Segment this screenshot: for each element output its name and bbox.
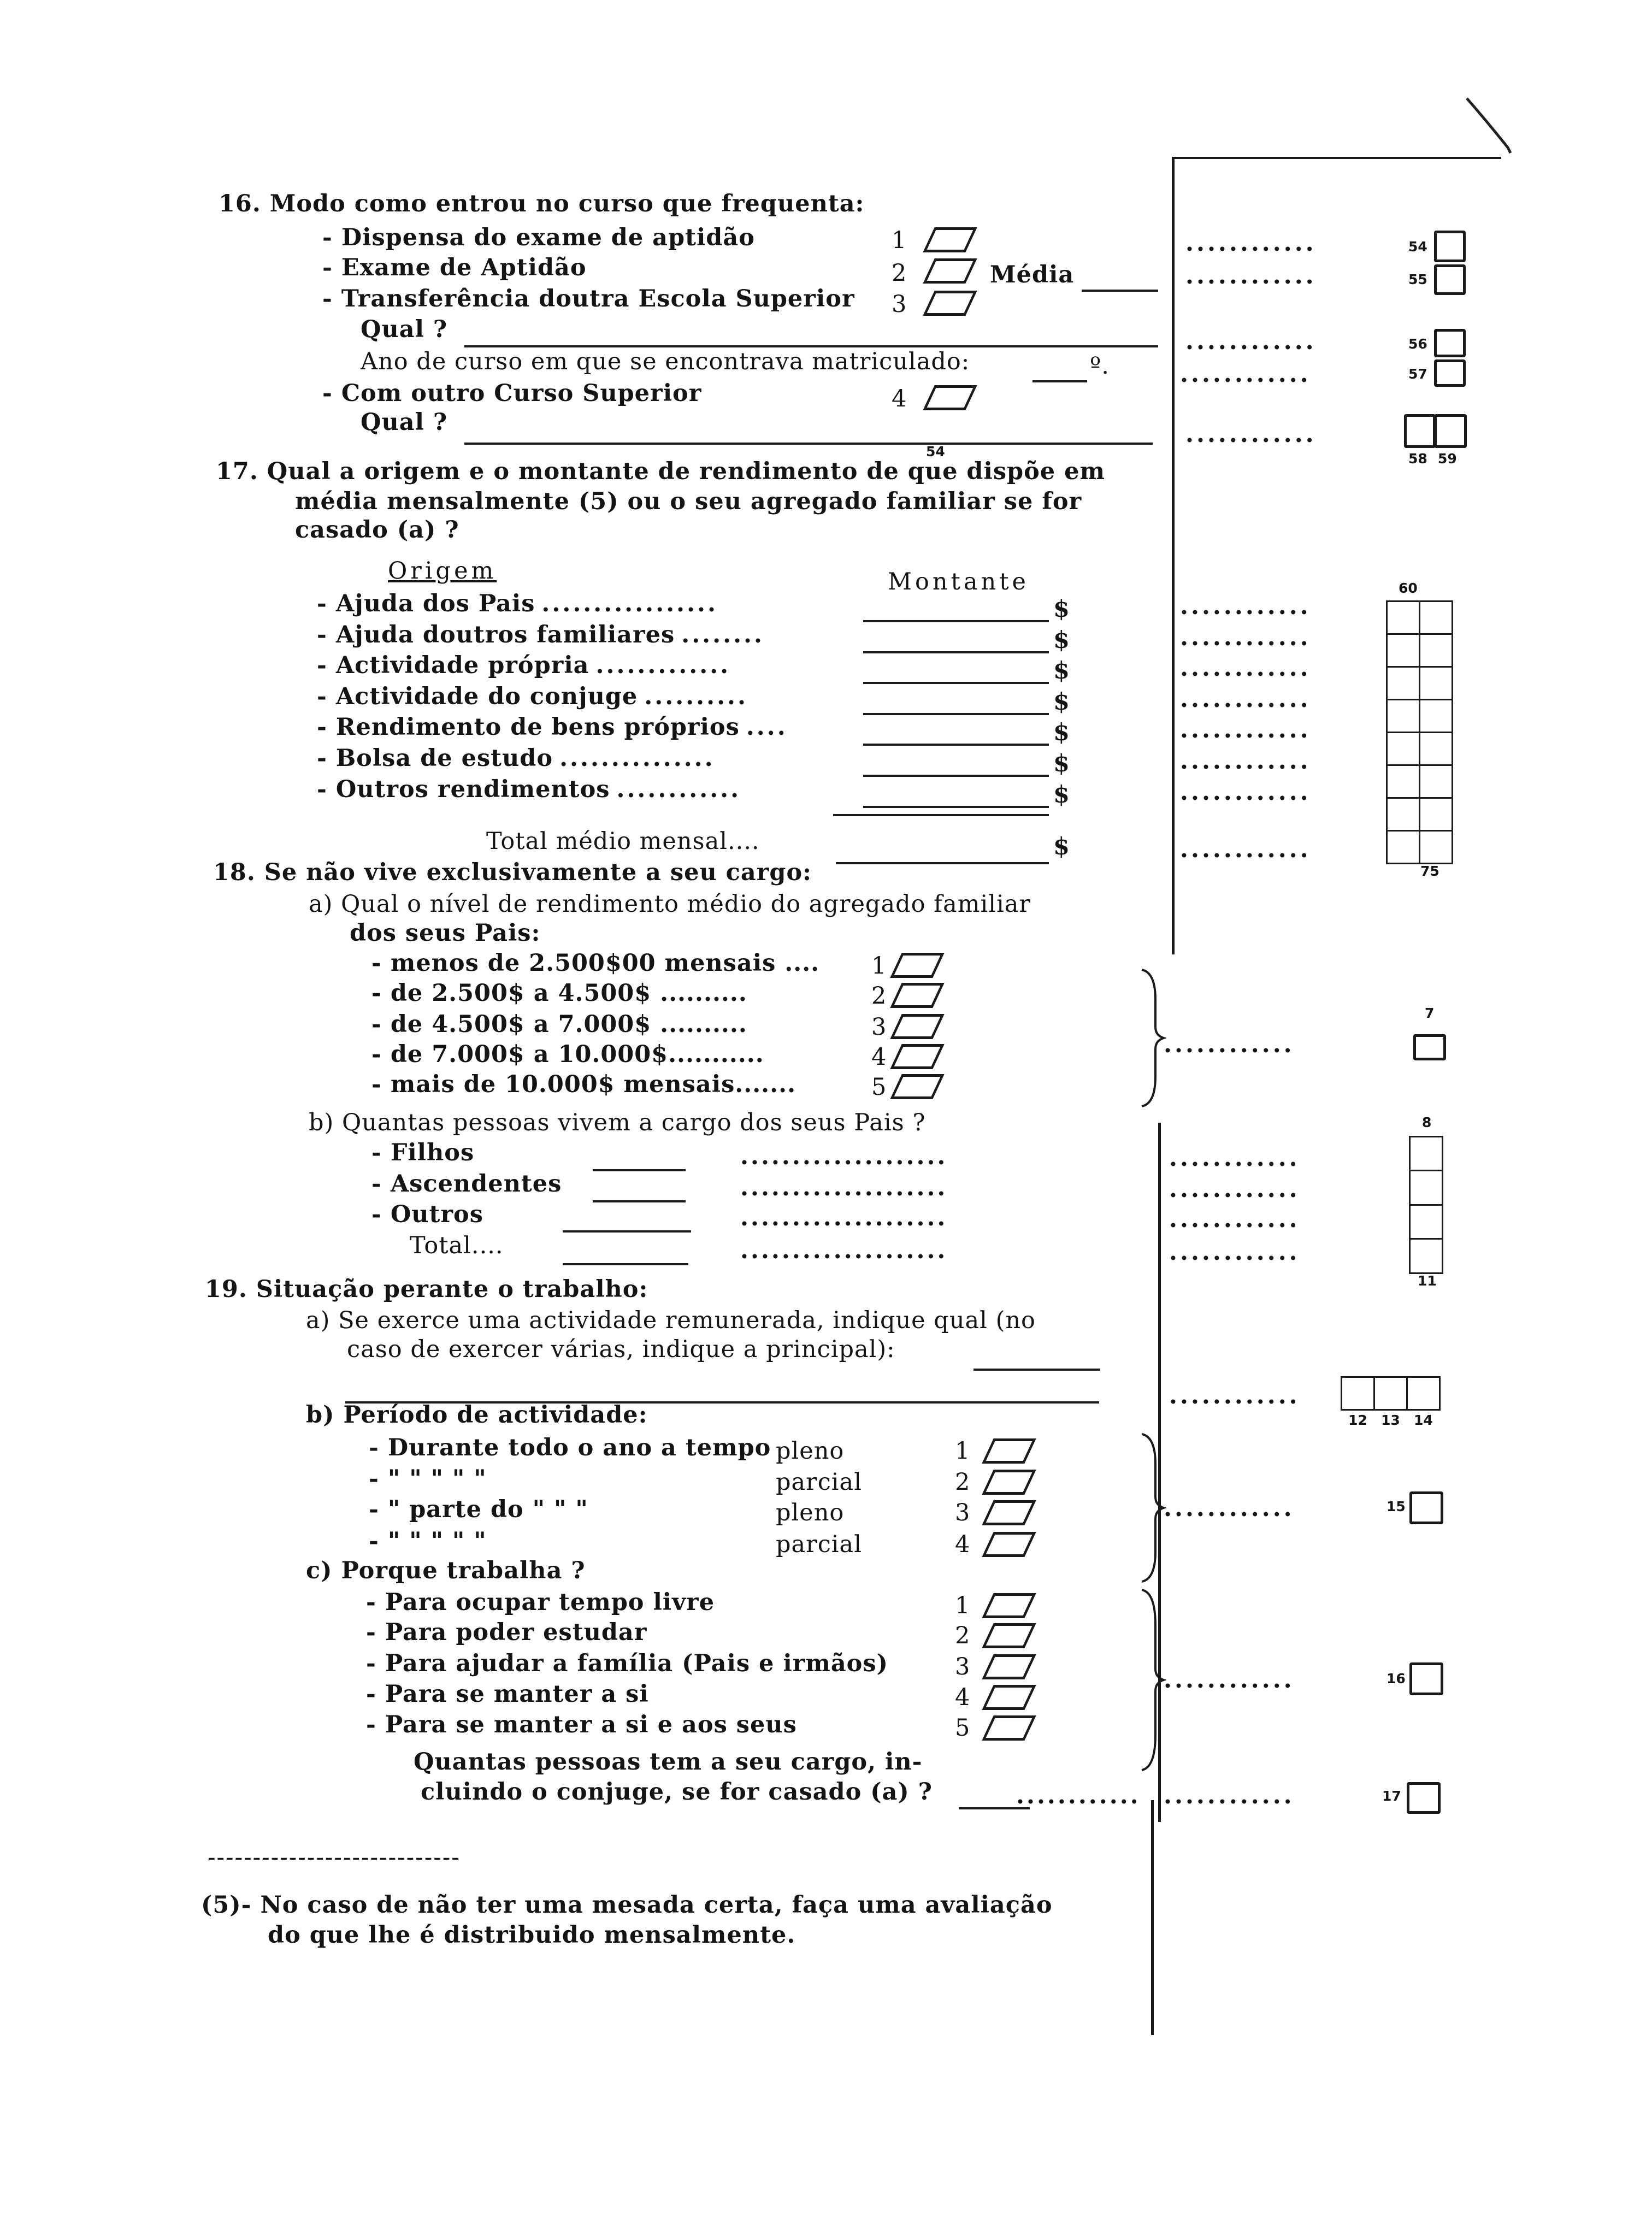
q18-a-option-checkbox[interactable]	[890, 1014, 944, 1039]
q17-row-field[interactable]	[863, 744, 1049, 746]
q17-total-currency: $	[1053, 833, 1070, 860]
q17-row-currency: $	[1053, 719, 1070, 746]
q17-total-label: Total médio mensal....	[486, 828, 760, 855]
q19-a-code-grid[interactable]	[1341, 1377, 1439, 1410]
q18-b-row-field[interactable]	[563, 1230, 691, 1233]
q17-row-field[interactable]	[863, 775, 1049, 777]
q16-ordinal: º.	[1090, 352, 1110, 380]
q16-option-2: - Exame de Aptidão	[322, 254, 587, 281]
q19-c-row-label: - Para se manter a si	[366, 1680, 649, 1708]
q19-c-code: 16	[1386, 1671, 1406, 1687]
q18-b-row-dots: ............	[1169, 1206, 1300, 1233]
q17-row-dots: ............	[1180, 747, 1311, 775]
q18-b-row-field[interactable]	[563, 1263, 688, 1265]
q19-c-row-checkbox[interactable]	[982, 1623, 1036, 1648]
q19-b-brace	[1139, 1431, 1166, 1584]
q16-option-3-checkbox[interactable]	[923, 291, 977, 316]
q17-row-currency: $	[1053, 781, 1070, 809]
q17-double-line	[833, 814, 1049, 816]
q17-title: 17. Qual a origem e o montante de rendimento de que dispõe em	[216, 458, 1105, 485]
q16-media-field[interactable]	[1082, 290, 1158, 292]
q18-b-row-dots-long: ....................	[740, 1174, 948, 1201]
q18-b-code-top: 8	[1422, 1114, 1432, 1130]
q16-dots-4: ............	[1180, 361, 1311, 388]
q19-b-row-label: - Durante todo o ano a tempo	[369, 1434, 771, 1461]
q19-quantas-dots-b: ............	[1164, 1782, 1295, 1809]
q19-a-field-1[interactable]	[974, 1369, 1100, 1371]
q19-b-row-type: pleno	[776, 1499, 845, 1526]
q17-origem-header: Origem	[388, 557, 497, 585]
q18-b-code-bottom: 11	[1418, 1273, 1437, 1289]
q16-code-box-56[interactable]	[1434, 329, 1466, 357]
q16-qual-label-2: Qual ?	[361, 409, 448, 436]
q19-b-row-checkbox[interactable]	[982, 1500, 1036, 1525]
q18-b-row-dots-long: ....................	[740, 1204, 948, 1231]
q18-b-row-field[interactable]	[593, 1200, 686, 1202]
q19-a-title: a) Se exerce uma actividade remunerada, indique qual (no	[306, 1307, 1036, 1334]
q18-b-row-label: - Outros	[371, 1201, 483, 1228]
q16-option-1-num: 1	[892, 227, 907, 254]
q17-row-leader-dots: ..........	[644, 683, 748, 710]
q17-row-field[interactable]	[863, 651, 1049, 653]
q19-quantas-code: 17	[1382, 1788, 1401, 1804]
q18-a-option-label: - mais de 10.000$ mensais.......	[371, 1071, 796, 1098]
q18-b-row-dots: ............	[1169, 1239, 1300, 1266]
q18-b-row-field[interactable]	[593, 1169, 686, 1171]
q18-a-title: a) Qual o nível de rendimento médio do agregado familiar	[309, 891, 1031, 918]
q19-c-row-num: 4	[955, 1684, 971, 1711]
q16-dots-1: ............	[1185, 229, 1317, 257]
q19-c-row-num: 2	[955, 1622, 971, 1649]
q17-row-field[interactable]	[863, 682, 1049, 684]
q18-b-row-label: - Filhos	[371, 1139, 475, 1166]
q19-b-row-num: 1	[955, 1437, 971, 1465]
q17-row-dots: ............	[1180, 779, 1311, 806]
q19-title: 19. Situação perante o trabalho:	[205, 1276, 648, 1303]
q18-a-option-checkbox[interactable]	[890, 1044, 944, 1069]
q17-title-line2: média mensalmente (5) ou o seu agregado familiar se for	[295, 488, 1082, 515]
q18-a-option-label: - de 7.000$ a 10.000$...........	[371, 1041, 764, 1068]
q17-total-field[interactable]	[836, 862, 1049, 864]
q17-row-dots: ............	[1180, 686, 1311, 713]
q17-row-leader-dots: ....	[746, 713, 788, 741]
q16-option-1: - Dispensa do exame de aptidão	[322, 224, 755, 251]
q18-b-row-dots-long: ....................	[740, 1143, 948, 1170]
q16-qual-field[interactable]	[464, 345, 1158, 347]
q16-code-54: 54	[1408, 239, 1427, 255]
q16-ano-label: Ano de curso em que se encontrava matriculado:	[361, 348, 970, 375]
q19-b-row-label: - " parte do " " "	[369, 1496, 588, 1523]
footnote-separator: ----------------------------	[208, 1844, 461, 1871]
q19-quantas-line2: cluindo o conjuge, se for casado (a) ?	[421, 1778, 933, 1806]
q17-row-field[interactable]	[863, 806, 1049, 808]
q17-row-label: - Ajuda dos Pais	[317, 590, 535, 617]
q18-a-option-checkbox[interactable]	[890, 1074, 944, 1099]
q19-b-row-num: 4	[955, 1531, 971, 1558]
top-frame-line	[1173, 157, 1501, 159]
corner-pen-mark	[1464, 93, 1530, 158]
q17-row-dots: ............	[1180, 654, 1311, 682]
q19-b-code: 15	[1386, 1499, 1406, 1514]
q16-option-1-checkbox[interactable]	[923, 227, 977, 252]
q16-ano-field[interactable]	[1032, 380, 1087, 382]
q19-b-row-label: - " " " " "	[369, 1465, 487, 1493]
q19-b-dots: ............	[1164, 1495, 1295, 1522]
q18-a-option-checkbox[interactable]	[890, 983, 944, 1008]
q19-c-row-checkbox[interactable]	[982, 1715, 1036, 1741]
footnote-line1: (5)- No caso de não ter uma mesada certa, faça uma avaliação	[201, 1891, 1053, 1919]
q16-media-label: Média	[990, 261, 1075, 288]
q19-b-row-type: parcial	[776, 1531, 862, 1558]
q17-row-leader-dots: .............	[595, 652, 731, 679]
q18-a-option-label: - de 4.500$ a 7.000$ ..........	[371, 1011, 747, 1038]
q17-montante-header: Montante	[888, 568, 1029, 595]
q19-a-code-13: 13	[1381, 1412, 1400, 1428]
q17-row-currency: $	[1053, 595, 1070, 623]
q19-c-row-checkbox[interactable]	[982, 1654, 1036, 1679]
q19-c-row-label: - Para se manter a si e aos seus	[366, 1711, 797, 1738]
q18-a-code: 7	[1425, 1005, 1435, 1021]
q19-b-row-label: - " " " " "	[369, 1528, 487, 1555]
q16-option-4-num: 4	[892, 385, 907, 412]
q17-row-leader-dots: ........	[681, 621, 764, 648]
q17-row-dots: ............	[1180, 716, 1311, 744]
q16-dots-2: ............	[1185, 262, 1317, 290]
q16-code-57: 57	[1408, 366, 1427, 382]
q16-qual-label: Qual ?	[361, 316, 448, 343]
q19-c-row-num: 5	[955, 1714, 971, 1742]
q16-dots-3: ............	[1185, 328, 1317, 355]
q19-c-row-num: 3	[955, 1653, 971, 1680]
q19-b-row-num: 3	[955, 1499, 971, 1526]
q18-b-total-label: Total....	[410, 1232, 504, 1259]
q18-a-title-line2: dos seus Pais:	[350, 919, 541, 947]
q19-c-title: c) Porque trabalha ?	[306, 1557, 586, 1584]
q18-b-row-dots: ............	[1169, 1176, 1300, 1203]
q19-c-brace	[1139, 1587, 1166, 1773]
q19-c-code-box[interactable]	[1409, 1662, 1443, 1695]
q19-b-row-checkbox[interactable]	[982, 1438, 1036, 1464]
q16-code-59: 59	[1438, 451, 1457, 467]
q19-b-row-checkbox[interactable]	[982, 1470, 1036, 1495]
q17-row-leader-dots: ...............	[559, 745, 715, 772]
q18-a-option-label: - menos de 2.500$00 mensais ....	[371, 950, 820, 977]
q19-a-code-14: 14	[1414, 1412, 1433, 1428]
q18-a-code-box[interactable]	[1413, 1034, 1446, 1060]
q18-b-row-dots-long: ....................	[740, 1237, 948, 1264]
q19-b-code-box[interactable]	[1409, 1491, 1443, 1524]
q16-code-box-59[interactable]	[1434, 414, 1467, 448]
q18-a-option-num: 2	[871, 982, 887, 1010]
q19-c-row-label: - Para ajudar a família (Pais e irmãos)	[366, 1650, 888, 1677]
q16-option-3-num: 3	[892, 291, 907, 318]
q18-a-option-num: 3	[871, 1013, 887, 1041]
q17-code-top: 60	[1399, 580, 1418, 596]
q19-a-code-12: 12	[1348, 1412, 1367, 1428]
q19-quantas-line1: Quantas pessoas tem a seu cargo, in-	[414, 1748, 923, 1776]
footnote-line2: do que lhe é distribuido mensalmente.	[268, 1921, 796, 1949]
q17-row-currency: $	[1053, 750, 1070, 777]
q16-code-box-54[interactable]	[1434, 231, 1466, 262]
vertical-divider-upper	[1172, 157, 1175, 954]
q16-code-55: 55	[1408, 272, 1427, 287]
q16-title: 16. Modo como entrou no curso que frequenta:	[219, 190, 865, 217]
q18-b-title: b) Quantas pessoas vivem a cargo dos seus Pais ?	[309, 1109, 926, 1136]
q18-b-row-dots: ............	[1169, 1145, 1300, 1172]
q16-dots-5: ............	[1185, 421, 1317, 448]
q19-b-row-type: parcial	[776, 1469, 862, 1496]
q17-row-dots: ............	[1180, 593, 1311, 620]
q19-b-row-num: 2	[955, 1469, 971, 1496]
q16-option-2-checkbox[interactable]	[923, 258, 977, 284]
q19-c-row-label: - Para ocupar tempo livre	[366, 1589, 715, 1616]
q17-row-leader-dots: .................	[541, 590, 718, 617]
q17-title-line3: casado (a) ?	[295, 516, 459, 544]
q19-quantas-code-box[interactable]	[1407, 1782, 1441, 1814]
q18-a-option-label: - de 2.500$ a 4.500$ ..........	[371, 980, 747, 1007]
q19-a-title-line2: caso de exercer várias, indique a principal):	[347, 1336, 895, 1363]
q16-stray-code: 54	[926, 444, 945, 459]
q19-c-dots: ............	[1164, 1666, 1295, 1694]
q17-code-grid[interactable]	[1386, 601, 1452, 863]
q17-row-label: - Bolsa de estudo	[317, 745, 553, 772]
q19-c-row-checkbox[interactable]	[982, 1685, 1036, 1710]
q16-option-2-num: 2	[892, 260, 907, 287]
q16-qual-field-2[interactable]	[464, 443, 1153, 445]
q18-a-option-num: 1	[871, 952, 887, 980]
q17-row-dots: ............	[1180, 624, 1311, 651]
q19-c-row-label: - Para poder estudar	[366, 1619, 647, 1646]
q16-code-box-58[interactable]	[1404, 414, 1436, 448]
q18-a-option-checkbox[interactable]	[890, 953, 944, 978]
q17-row-currency: $	[1053, 627, 1070, 654]
q16-code-58: 58	[1408, 451, 1427, 467]
q17-row-leader-dots: ............	[616, 776, 741, 803]
q19-a-dots: ............	[1169, 1382, 1300, 1410]
q17-row-currency: $	[1053, 657, 1070, 685]
q16-code-box-57[interactable]	[1434, 359, 1466, 387]
q17-total-dots: ............	[1180, 836, 1311, 863]
q19-quantas-dots-a: ............	[1016, 1782, 1141, 1809]
q17-row-label: - Rendimento de bens próprios	[317, 713, 740, 741]
q17-row-field[interactable]	[863, 713, 1049, 715]
vertical-divider-lower	[1151, 1800, 1154, 2035]
q17-row-label: - Actividade do conjuge	[317, 683, 638, 710]
q19-c-row-num: 1	[955, 1592, 971, 1619]
q16-code-56: 56	[1408, 336, 1427, 352]
q17-row-label: - Outros rendimentos	[317, 776, 610, 803]
q19-b-row-type: pleno	[776, 1437, 845, 1465]
q17-code-bottom: 75	[1420, 863, 1439, 879]
q18-a-dots: ............	[1164, 1031, 1295, 1058]
q19-b-row-checkbox[interactable]	[982, 1532, 1036, 1557]
q16-option-3: - Transferência doutra Escola Superior	[322, 285, 855, 312]
q17-row-label: - Ajuda doutros familiares	[317, 621, 675, 648]
q18-a-option-num: 5	[871, 1074, 887, 1101]
q16-option-4-checkbox[interactable]	[923, 385, 977, 410]
q17-row-label: - Actividade própria	[317, 652, 589, 679]
q19-c-row-checkbox[interactable]	[982, 1593, 1036, 1618]
q16-option-4: - Com outro Curso Superior	[322, 380, 702, 407]
q18-b-code-grid[interactable]	[1409, 1136, 1442, 1273]
q18-b-row-label: - Ascendentes	[371, 1170, 562, 1198]
q17-row-currency: $	[1053, 688, 1070, 716]
q19-b-title: b) Período de actividade:	[306, 1401, 648, 1429]
q18-a-option-num: 4	[871, 1043, 887, 1071]
q17-row-field[interactable]	[863, 620, 1049, 622]
q16-code-box-55[interactable]	[1434, 264, 1466, 295]
q18-a-brace	[1139, 967, 1166, 1109]
q18-title: 18. Se não vive exclusivamente a seu cargo:	[213, 859, 812, 886]
